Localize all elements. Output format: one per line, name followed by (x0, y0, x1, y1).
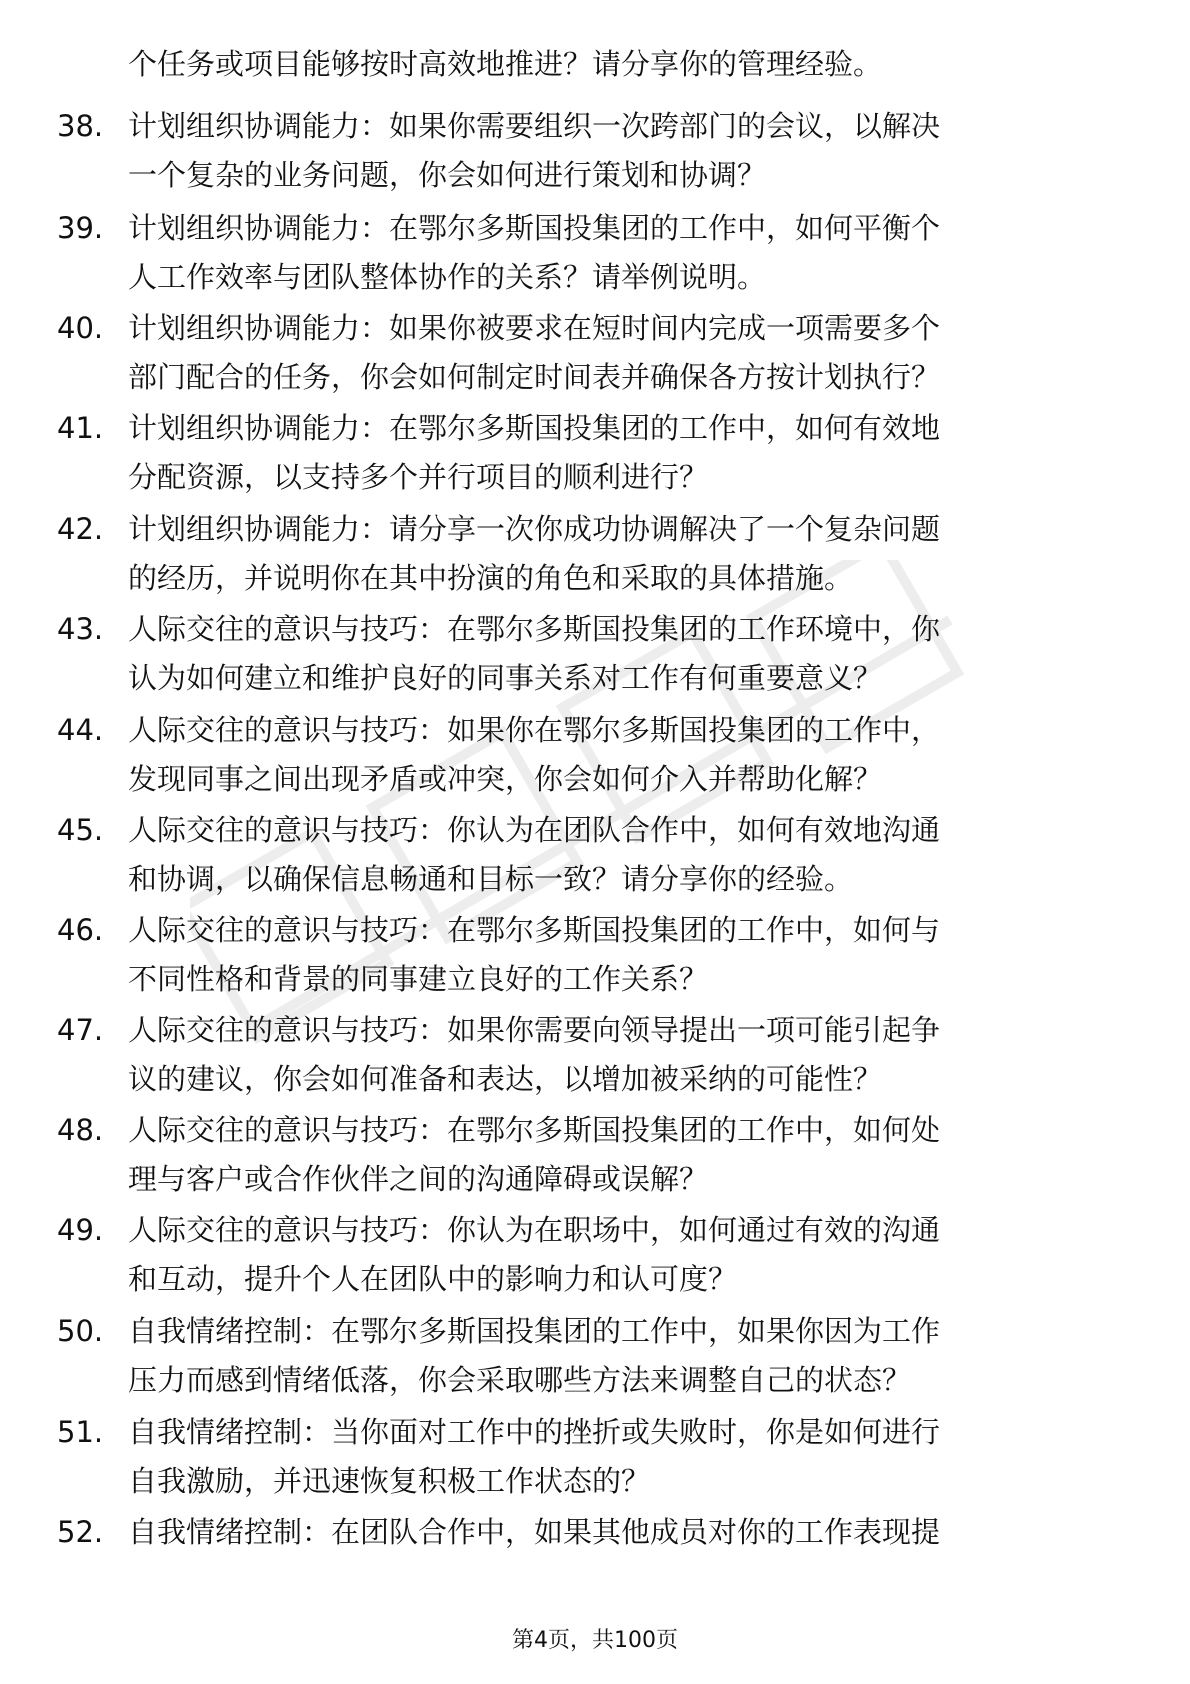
question-text-line2: 和协调，以确保信息畅通和目标一致？请分享你的经验。 (128, 862, 854, 896)
question-number: 52. (57, 1515, 104, 1549)
page-footer: 第4页，共100页 (512, 1628, 678, 1653)
question-item (0, 806, 1190, 906)
question-item (0, 304, 1190, 404)
question-text-line2: 认为如何建立和维护良好的同事关系对工作有何重要意义？ (128, 661, 883, 695)
question-text-line1: 人际交往的意识与技巧：你认为在职场中，如何通过有效的沟通 (128, 1213, 941, 1247)
question-number: 51. (57, 1415, 104, 1449)
question-text-line2: 发现同事之间出现矛盾或冲突，你会如何介入并帮助化解？ (128, 762, 883, 796)
question-text-line2: 不同性格和背景的同事建立良好的工作关系？ (128, 962, 709, 996)
question-item (0, 1307, 1190, 1407)
question-number: 41. (57, 411, 104, 445)
question-text-line1: 人际交往的意识与技巧：在鄂尔多斯国投集团的工作环境中，你 (128, 612, 941, 646)
question-text-line2: 自我激励，并迅速恢复积极工作状态的？ (128, 1464, 651, 1498)
question-item (0, 404, 1190, 504)
question-number: 44. (57, 713, 104, 747)
question-text-line1: 计划组织协调能力：在鄂尔多斯国投集团的工作中，如何有效地 (128, 411, 941, 445)
question-text-line1: 人际交往的意识与技巧：在鄂尔多斯国投集团的工作中，如何与 (128, 913, 941, 947)
question-text-line2: 理与客户或合作伙伴之间的沟通障碍或误解？ (128, 1162, 709, 1196)
question-text-line1: 自我情绪控制：当你面对工作中的挫折或失败时，你是如何进行 (128, 1415, 941, 1449)
question-text-line2: 一个复杂的业务问题，你会如何进行策划和协调？ (128, 158, 767, 192)
question-number: 43. (57, 612, 104, 646)
question-number: 50. (57, 1314, 104, 1348)
question-text-line1: 人际交往的意识与技巧：如果你需要向领导提出一项可能引起争 (128, 1013, 941, 1047)
question-text-line1: 计划组织协调能力：请分享一次你成功协调解决了一个复杂问题 (128, 512, 941, 546)
continuation-line: 个任务或项目能够按时高效地推进？请分享你的管理经验。 (128, 47, 883, 81)
question-number: 38. (57, 109, 104, 143)
question-number: 49. (57, 1213, 104, 1247)
question-item (0, 102, 1190, 202)
question-item (0, 706, 1190, 806)
question-text-line2: 的经历，并说明你在其中扮演的角色和采取的具体措施。 (128, 561, 854, 595)
question-text-line2: 压力而感到情绪低落，你会采取哪些方法来调整自己的状态？ (128, 1363, 912, 1397)
question-text-line1: 计划组织协调能力：如果你被要求在短时间内完成一项需要多个 (128, 311, 941, 345)
question-item (0, 605, 1190, 705)
question-item (0, 204, 1190, 304)
question-item (0, 1408, 1190, 1508)
question-item (0, 1006, 1190, 1106)
question-text-line2: 部门配合的任务，你会如何制定时间表并确保各方按计划执行？ (128, 360, 941, 394)
question-number: 42. (57, 512, 104, 546)
question-number: 40. (57, 311, 104, 345)
question-item (0, 906, 1190, 1006)
question-text-line1: 自我情绪控制：在团队合作中，如果其他成员对你的工作表现提 (128, 1515, 941, 1549)
question-number: 46. (57, 913, 104, 947)
question-text-line1: 人际交往的意识与技巧：在鄂尔多斯国投集团的工作中，如何处 (128, 1113, 941, 1147)
question-item (0, 1106, 1190, 1206)
question-text-line1: 计划组织协调能力：在鄂尔多斯国投集团的工作中，如何平衡个 (128, 211, 941, 245)
question-text-line1: 自我情绪控制：在鄂尔多斯国投集团的工作中，如果你因为工作 (128, 1314, 941, 1348)
question-text-line2: 分配资源，以支持多个并行项目的顺利进行？ (128, 460, 709, 494)
question-number: 48. (57, 1113, 104, 1147)
question-item (0, 505, 1190, 605)
question-text-line2: 议的建议，你会如何准备和表达，以增加被采纳的可能性？ (128, 1062, 883, 1096)
question-item (0, 1508, 1190, 1608)
question-text-line1: 人际交往的意识与技巧：如果你在鄂尔多斯国投集团的工作中， (128, 713, 941, 747)
question-number: 47. (57, 1013, 104, 1047)
question-text-line1: 计划组织协调能力：如果你需要组织一次跨部门的会议，以解决 (128, 109, 941, 143)
question-text-line1: 人际交往的意识与技巧：你认为在团队合作中，如何有效地沟通 (128, 813, 941, 847)
question-text-line2: 人工作效率与团队整体协作的关系？请举例说明。 (128, 260, 767, 294)
question-number: 39. (57, 211, 104, 245)
question-number: 45. (57, 813, 104, 847)
question-text-line2: 和互动，提升个人在团队中的影响力和认可度？ (128, 1262, 738, 1296)
question-item (0, 1206, 1190, 1306)
